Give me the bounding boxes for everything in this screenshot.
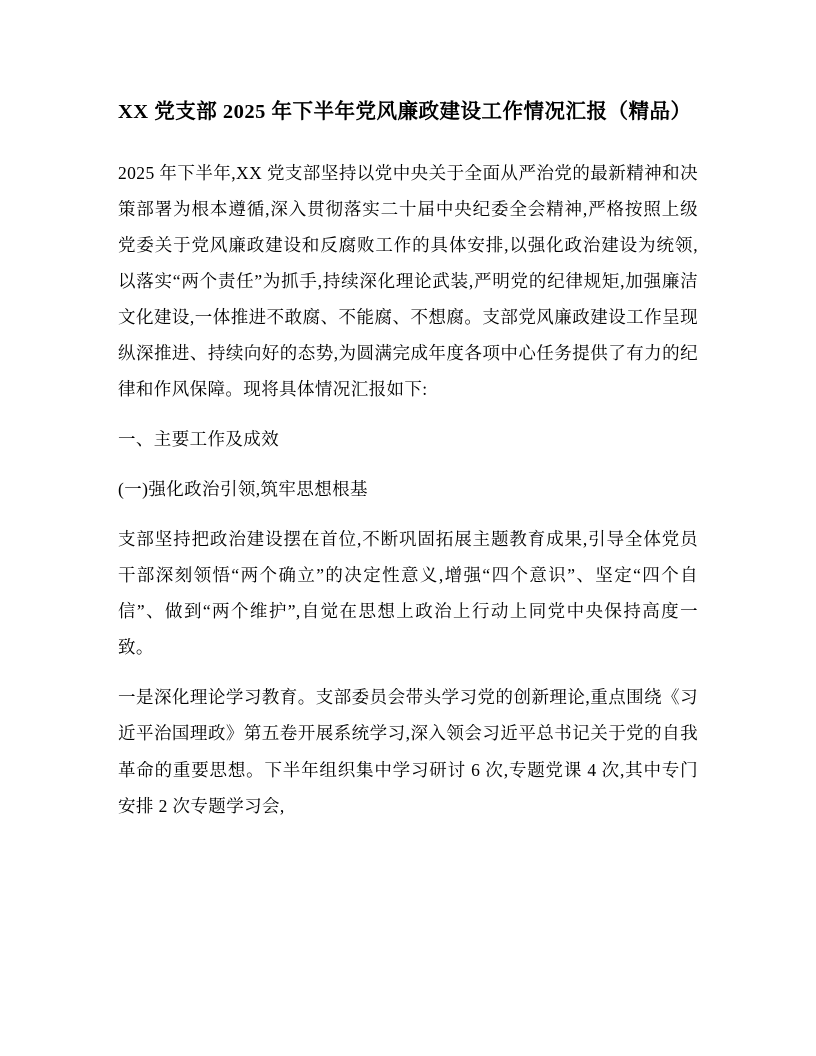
section-heading-1: 一、主要工作及成效: [118, 429, 280, 450]
opening-paragraph: 2025 年下半年,XX 党支部坚持以党中央关于全面从严治党的最新精神和决策部署为根本遵循,深入贯彻落实二十届中央纪委全会精神,严格按照上级党委关于党风廉政建设和反腐败工作的具体安排,以强化政治建设为统领,以落实“两个责任”为抓手,持续深化理论武装,严明党的纪律规矩,加强廉洁文化建设,一体推进不敢腐、不能腐、不想腐。支部党风廉政建设工作呈现纵深推进、持续向好的态势,为圆满完成年度各项中心任务提供了有力的纪律和作风保障。现将具体情况汇报如下:: [118, 162, 698, 400]
subsection-heading-1: (一)强化政治引领,筑牢思想根基: [118, 479, 368, 500]
page-title: XX 党支部 2025 年下半年党风廉政建设工作情况汇报（精品）: [118, 101, 692, 123]
subsection-1-item-1: 一是深化理论学习教育。支部委员会带头学习党的创新理论,重点围绕《习近平治国理政》第五卷开展系统学习,深入领会习近平总书记关于党的自我革命的重要思想。下半年组织集中学习研讨 6 次,专题党课 4 次,其中专门安排 2 次专题学习会,: [118, 687, 698, 816]
subsection-1-body: 支部坚持把政治建设摆在首位,不断巩固拓展主题教育成果,引导全体党员干部深刻领悟“两个确立”的决定性意义,增强“四个意识”、坚定“四个自信”、做到“两个维护”,自觉在思想上政治上行动上同党中央保持高度一致。: [118, 529, 698, 658]
